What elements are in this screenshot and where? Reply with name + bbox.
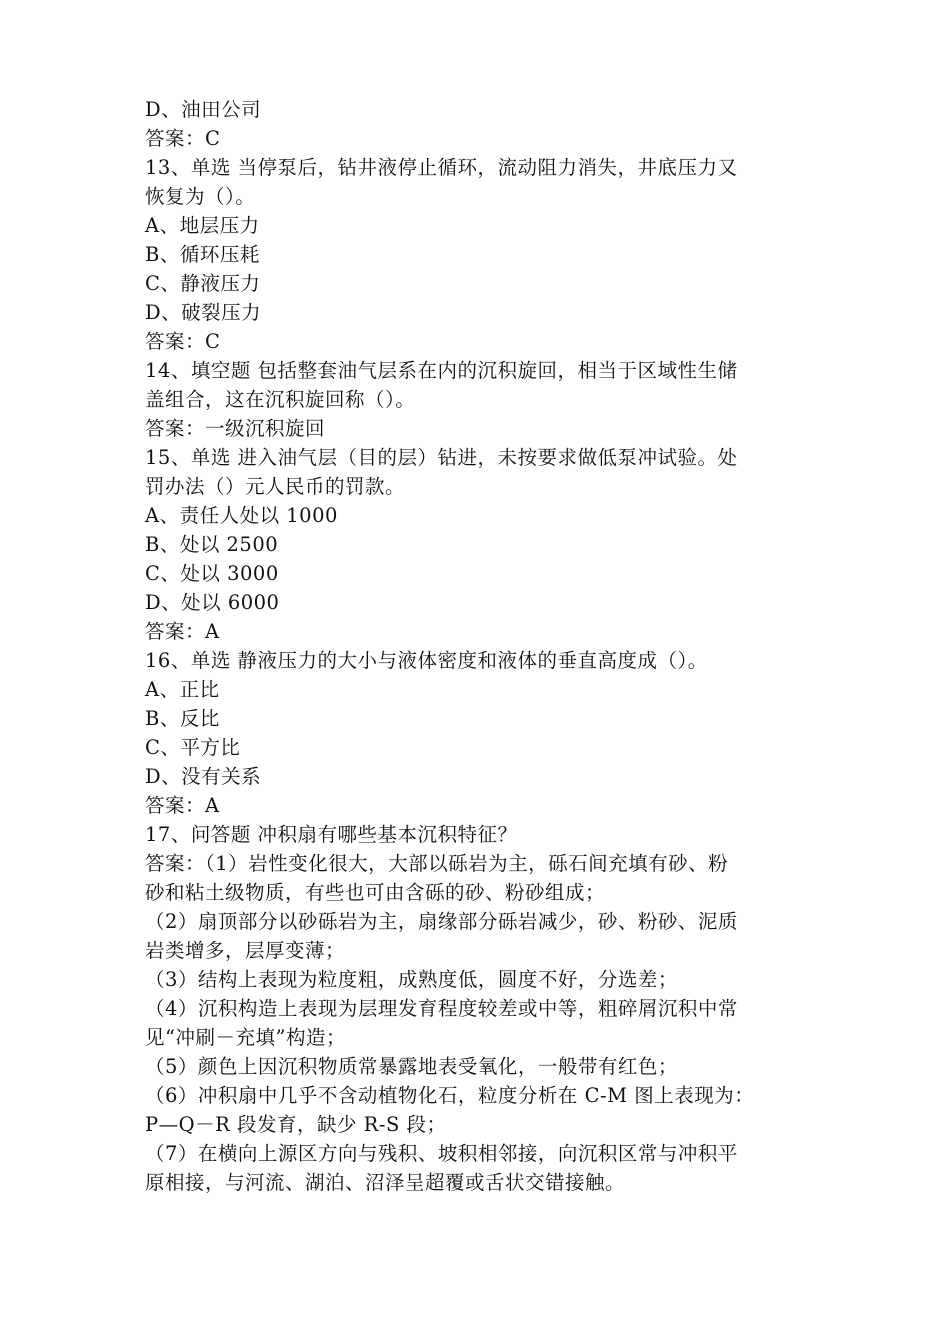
answer-point-2-line: （2）扇顶部分以砂砾岩为主，扇缘部分砾岩减少，砂、粉砂、泥质: [145, 910, 738, 933]
answer-continuation-line: P—Q－R 段发育，缺少 R-S 段；: [145, 1113, 447, 1136]
answer-line: 答案：A: [145, 620, 220, 643]
answer-continuation-line: 原相接，与河流、湖泊、沼泽呈超覆或舌状交错接触。: [145, 1171, 626, 1194]
option-a-line: A、正比: [145, 678, 220, 701]
answer-continuation-line: 见“冲刷－充填”构造；: [145, 1026, 346, 1049]
option-b-line: B、处以 2500: [145, 533, 279, 556]
question-13-line: 恢复为（）。: [145, 185, 256, 208]
question-16-line: 16、单选 静液压力的大小与液体密度和液体的垂直高度成（）。: [145, 649, 708, 672]
answer-point-6-line: （6）冲积扇中几乎不含动植物化石，粒度分析在 C-M 图上表现为：: [145, 1084, 755, 1107]
answer-point-5-line: （5）颜色上因沉积物质常暴露地表受氧化，一般带有红色；: [145, 1055, 678, 1078]
answer-continuation-line: 砂和粘土级物质，有些也可由含砾的砂、粉砂组成；: [145, 881, 606, 904]
option-b-line: B、循环压耗: [145, 243, 260, 266]
option-b-line: B、反比: [145, 707, 220, 730]
option-c-line: C、静液压力: [145, 272, 261, 295]
option-c-line: C、处以 3000: [145, 562, 279, 585]
question-14-line: 盖组合，这在沉积旋回称（）。: [145, 388, 416, 411]
option-d-line: D、处以 6000: [145, 591, 280, 614]
option-d-line: D、油田公司: [145, 98, 262, 121]
option-d-line: D、没有关系: [145, 765, 262, 788]
question-15-line: 15、单选 进入油气层（目的层）钻进，未按要求做低泵冲试验。处: [145, 446, 738, 469]
answer-line: 答案：（1）岩性变化很大，大部以砾岩为主，砾石间充填有砂、粉: [145, 852, 729, 875]
answer-line: 答案：一级沉积旋回: [145, 417, 326, 440]
document-body: [145, 95, 810, 1197]
option-a-line: A、地层压力: [145, 214, 260, 237]
answer-point-3-line: （3）结构上表现为粒度粗，成熟度低，圆度不好，分选差；: [145, 968, 678, 991]
answer-point-4-line: （4）沉积构造上表现为层理发育程度较差或中等，粗碎屑沉积中常: [145, 997, 738, 1020]
answer-line: 答案：C: [145, 127, 221, 150]
option-d-line: D、破裂压力: [145, 301, 262, 324]
answer-point-7-line: （7）在横向上源区方向与残积、坡积相邻接，向沉积区常与冲积平: [145, 1142, 738, 1165]
answer-line: 答案：C: [145, 330, 221, 353]
answer-continuation-line: 岩类增多，层厚变薄；: [145, 939, 346, 962]
question-14-line: 14、填空题 包括整套油气层系在内的沉积旋回，相当于区域性生储: [145, 359, 738, 382]
question-15-line: 罚办法（）元人民币的罚款。: [145, 475, 406, 498]
answer-line: 答案：A: [145, 794, 220, 817]
question-13-line: 13、单选 当停泵后，钻井液停止循环，流动阻力消失，井底压力又: [145, 156, 738, 179]
option-c-line: C、平方比: [145, 736, 241, 759]
question-17-line: 17、问答题 冲积扇有哪些基本沉积特征？: [145, 823, 518, 846]
option-a-line: A、责任人处以 1000: [145, 504, 338, 527]
